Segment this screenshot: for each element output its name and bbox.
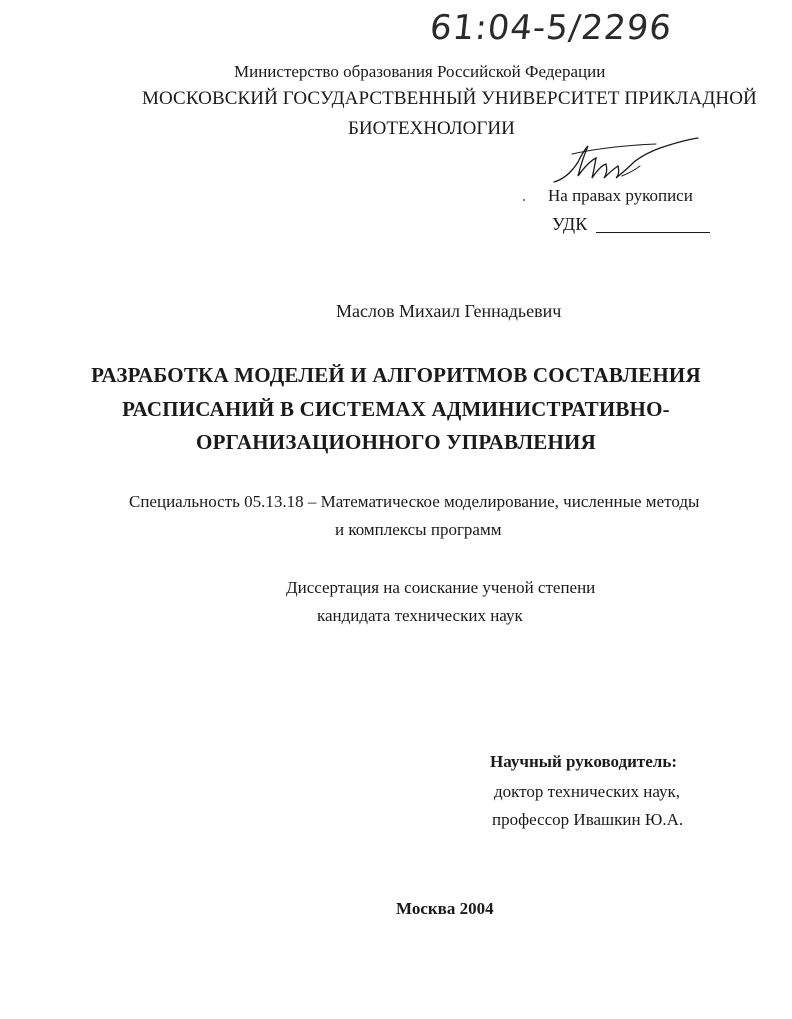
manuscript-rights: На правах рукописи	[548, 186, 693, 205]
dissertation-degree-line1: Диссертация на соискание ученой степени	[286, 578, 596, 597]
udk-blank-line	[596, 232, 710, 233]
signature-image	[548, 132, 708, 194]
supervisor-name: профессор Ивашкин Ю.А.	[492, 810, 684, 829]
udk-label: УДК	[552, 214, 588, 234]
ministry-name: Министерство образования Российской Федерации	[234, 62, 606, 81]
specialty-line2: и комплексы программ	[335, 520, 502, 539]
university-name-line2: БИОТЕХНОЛОГИИ	[348, 118, 515, 139]
city-year: Москва 2004	[396, 899, 494, 918]
supervisor-degree: доктор технических наук,	[494, 782, 681, 801]
university-name-line1: МОСКОВСКИЙ ГОСУДАРСТВЕННЫЙ УНИВЕРСИТЕТ ПРИКЛАДНОЙ	[142, 88, 757, 109]
dissertation-degree-line2: кандидата технических наук	[317, 606, 523, 625]
thesis-title-line1: РАЗРАБОТКА МОДЕЛЕЙ И АЛГОРИТМОВ СОСТАВЛЕНИЯ	[91, 363, 701, 387]
supervisor-label: Научный руководитель:	[490, 752, 677, 771]
specialty-line1: Специальность 05.13.18 – Математическое моделирование, численные методы	[129, 492, 700, 511]
archive-number: 61:04-5/2296	[427, 8, 674, 48]
thesis-title-line2: РАСПИСАНИЙ В СИСТЕМАХ АДМИНИСТРАТИВНО-	[122, 397, 670, 421]
thesis-title-line3: ОРГАНИЗАЦИОННОГО УПРАВЛЕНИЯ	[196, 430, 596, 454]
author-name: Маслов Михаил Геннадьевич	[336, 301, 562, 321]
ink-speck	[523, 199, 525, 201]
